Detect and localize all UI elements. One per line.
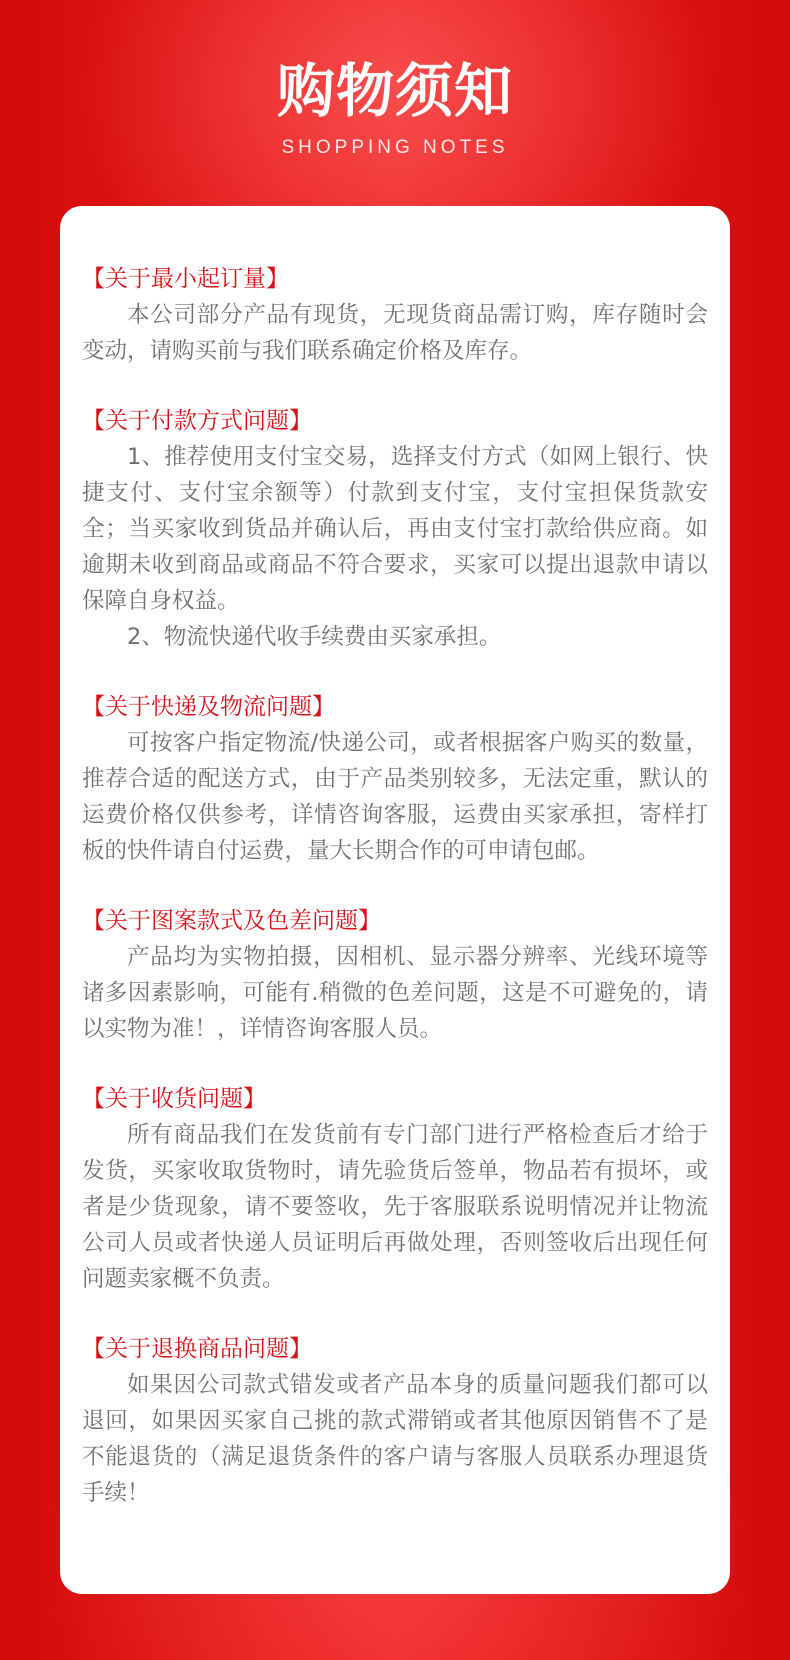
section-payment (82, 403, 708, 655)
section-title: 【关于收货问题】 (82, 1086, 266, 1112)
section-title: 【关于快递及物流问题】 (82, 694, 335, 720)
page-subtitle: SHOPPING NOTES (281, 137, 509, 158)
section-title: 【关于图案款式及色差问题】 (82, 908, 381, 934)
section-title: 【关于最小起订量】 (82, 266, 289, 292)
section-paragraph: 产品均为实物拍摄，因相机、显示器分辨率、光线环境等诸多因素影响，可能有.稍微的色差问题，这是不可避免的，请以实物为准！，详情咨询客服人员。 (82, 944, 708, 1042)
section-receiving (82, 1081, 708, 1297)
page-header (0, 0, 790, 200)
section-returns (82, 1331, 708, 1511)
section-paragraph: 2、物流快递代收手续费由买家承担。 (127, 624, 502, 650)
section-minimum-order (82, 261, 708, 369)
notes-card (60, 206, 730, 1594)
section-paragraph: 可按客户指定物流/快递公司，或者根据客户购买的数量，推荐合适的配送方式，由于产品类别较多，无法定重，默认的运费价格仅供参考，详情咨询客服，运费由买家承担，寄样打板的快件请自付运费，量大长期合作的可申请包邮。 (82, 730, 708, 864)
section-title: 【关于退换商品问题】 (82, 1336, 312, 1362)
section-shipping (82, 689, 708, 869)
section-title: 【关于付款方式问题】 (82, 408, 312, 434)
section-color-difference (82, 903, 708, 1047)
section-paragraph: 1、推荐使用支付宝交易，选择支付方式（如网上银行、快捷支付、支付宝余额等）付款到支付宝，支付宝担保货款安全；当买家收到货品并确认后，再由支付宝打款给供应商。如逾期未收到商品或商品不符合要求，买家可以提出退款申请以保障自身权益。 (82, 444, 708, 614)
section-paragraph: 所有商品我们在发货前有专门部门进行严格检查后才给于发货，买家收取货物时，请先验货后签单，物品若有损坏，或者是少货现象，请不要签收，先于客服联系说明情况并让物流公司人员或者快递人员证明后再做处理，否则签收后出现任何问题卖家概不负责。 (82, 1122, 708, 1292)
section-paragraph: 如果因公司款式错发或者产品本身的质量问题我们都可以退回，如果因买家自己挑的款式滞销或者其他原因销售不了是不能退货的（满足退货条件的客户请与客服人员联系办理退货手续！ (82, 1372, 708, 1506)
section-paragraph: 本公司部分产品有现货，无现货商品需订购，库存随时会变动，请购买前与我们联系确定价格及库存。 (82, 302, 708, 364)
page-title: 购物须知 (276, 57, 513, 125)
